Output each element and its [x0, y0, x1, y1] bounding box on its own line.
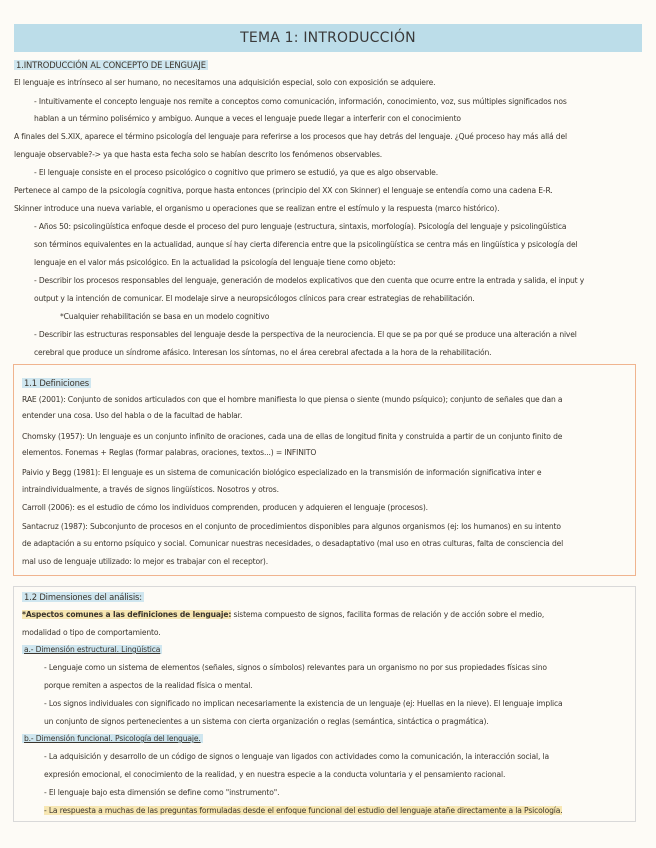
subheading-dimension-funcional [22, 733, 203, 744]
section-heading-text: 1.2 Dimensiones del análisis: [24, 592, 142, 602]
definition-line: RAE (2001): Conjunto de sonidos articulados con que el hombre manifiesta lo que piensa o siente (mundo psíquico); conjunto de señales que dan a [22, 395, 563, 404]
definition-line: Santacruz (1987): Subconjunto de procesos en el conjunto de procedimientos disponibles para algunos organismos (ej: los humanos) en su intento [22, 522, 561, 531]
definition-line: mal uso de lenguaje utilizado: lo mejor es trabajar con el receptor). [22, 557, 268, 566]
aspects-rest: sistema compuesto de signos, facilita formas de relación y de acción sobre el medio, [231, 610, 545, 619]
paragraph-line: - Intuitivamente el concepto lenguaje nos remite a conceptos como comunicación, información, conocimiento, voz, sus múltiples significados nos [34, 97, 567, 106]
paragraph-line: Skinner introduce una nueva variable, el organismo u operaciones que se realizan entre el estímulo y la respuesta (marco histórico). [14, 204, 500, 213]
paragraph-line: - Describir las estructuras responsables del lenguaje desde la perspectiva de la neurociencia. El que se pa por qué se produce una alteración a nivel [34, 330, 577, 339]
aspects-line [22, 609, 544, 620]
paragraph-line: - El lenguaje consiste en el proceso psicológico o cognitivo que primero se estudió, ya que es algo observable. [34, 168, 438, 177]
aspects-bold: *Aspectos comunes a las definiciones de lenguaje: [22, 610, 232, 619]
paragraph-line: A finales del S.XIX, aparece el término psicología del lenguaje para referirse a los procesos que hay detrás del lenguaje. ¿Qué proceso hay más allá del [14, 132, 567, 141]
dimension-b-line [44, 805, 562, 816]
definition-line: Carroll (2006): es el estudio de cómo los individuos comprenden, producen y adquieren el lenguaje (procesos). [22, 503, 428, 512]
paragraph-line: output y la intención de comunicar. El modelaje sirve a neuropsicólogos clínicos para crear estrategias de rehabilitación. [34, 294, 475, 303]
dimension-a-line: un conjunto de signos pertenecientes a un sistema con cierta organización o reglas (semántica, sintáctica o pragmática). [44, 717, 489, 726]
definition-line: de adaptación a su entorno psíquico y social. Comunicar nuestras necesidades, o desadaptativo (mal uso en otras culturas, falta de consciencia del [22, 539, 564, 548]
dimension-b-line: - El lenguaje bajo esta dimensión se define como "instrumento". [44, 788, 280, 797]
paragraph-line: *Cualquier rehabilitación se basa en un modelo cognitivo [60, 312, 270, 321]
subheading-text: a.- Dimensión estructural. Lingüística [24, 645, 161, 654]
section-heading-dimensiones [22, 592, 144, 603]
paragraph-line: hablan a un término polisémico y ambiguo. Aunque a veces el lenguaje puede llegar a interferir con el conocimiento [34, 114, 461, 123]
subheading-text: b.- Dimensión funcional. Psicología del lenguaje. [24, 734, 201, 743]
paragraph-line: lenguaje observable?-> ya que hasta esta fecha solo se habían descrito los fenómenos observables. [14, 150, 383, 159]
definition-line: Chomsky (1957): Un lenguaje es un conjunto infinito de oraciones, cada una de ellas de longitud finita y construida a partir de un conjunto finito de [22, 432, 563, 441]
paragraph-line: - Años 50: psicolingüística enfoque desde el proceso del puro lenguaje (estructura, sintaxis, morfología). Psicología del lenguaje y psicolingüística [34, 222, 567, 231]
paragraph-line: El lenguaje es intrínseco al ser humano, no necesitamos una adquisición especial, solo con exposición se adquiere. [14, 78, 436, 87]
paragraph-line: son términos equivalentes en la actualidad, aunque sí hay cierta diferencia entre que la psicolingüística se centra más en lingüística y psicología del [34, 240, 578, 249]
paragraph-line: - Describir los procesos responsables del lenguaje, generación de modelos explicativos que den cuenta que ocurre entre la entrada y salida, el input y [34, 276, 585, 285]
paragraph-line: Pertenece al campo de la psicología cognitiva, porque hasta entonces (principio del XX con Skinner) el lenguaje se entendía como una cadena E-R. [14, 186, 553, 195]
page-title: TEMA 1: INTRODUCCIÓN [14, 24, 642, 52]
dimension-a-line: - Lenguaje como un sistema de elementos (señales, signos o símbolos) relevantes para un organismo no por sus propiedades físicas sino [44, 663, 547, 672]
dimension-b-line: - La adquisición y desarrollo de un código de signos o lenguaje van ligados con actividades como la comunicación, la interacción social, la [44, 752, 549, 761]
paragraph-line: cerebral que produce un síndrome afásico. Interesan los síntomas, no el área cerebral afectada a la hora de la rehabilitación. [34, 348, 492, 357]
definition-line: Paivio y Begg (1981): El lenguaje es un sistema de comunicación biológico especializado en la transmisión de información significativa inter e [22, 468, 542, 477]
aspects-line-2: modalidad o tipo de comportamiento. [22, 628, 161, 637]
paragraph-line: lenguaje en el valor más psicológico. En la actualidad la psicología del lenguaje tiene como objeto: [34, 258, 396, 267]
section-heading-text: 1.1 Definiciones [24, 378, 89, 388]
definition-line: intraindividualmente, a través de signos lingüísticos. Nosotros y otros. [22, 485, 279, 494]
definition-line: elementos. Fonemas + Reglas (formar palabras, oraciones, textos...) = INFINITO [22, 448, 317, 457]
section-heading-introduccion [14, 60, 208, 71]
section-heading-definiciones [22, 378, 91, 389]
dimension-b-line: expresión emocional, el conocimiento de la realidad, y en nuestra especie a la conducta voluntaria y el pensamiento racional. [44, 770, 506, 779]
dimension-a-line: - Los signos individuales con significado no implican necesariamente la existencia de un lenguaje (ej: Huellas en la nieve). El lenguaje implica [44, 699, 563, 708]
dimension-b-highlight: - La respuesta a muchas de las preguntas formuladas desde el enfoque funcional del estudio del lenguaje atañe directamente a la Psicología. [44, 806, 563, 815]
definition-line: entender una cosa. Uso del habla o de la facultad de hablar. [22, 411, 243, 420]
subheading-dimension-estructural [22, 644, 162, 655]
dimension-a-line: porque remiten a aspectos de la realidad física o mental. [44, 681, 253, 690]
section-heading-text: 1.INTRODUCCIÓN AL CONCEPTO DE LENGUAJE [16, 60, 206, 70]
